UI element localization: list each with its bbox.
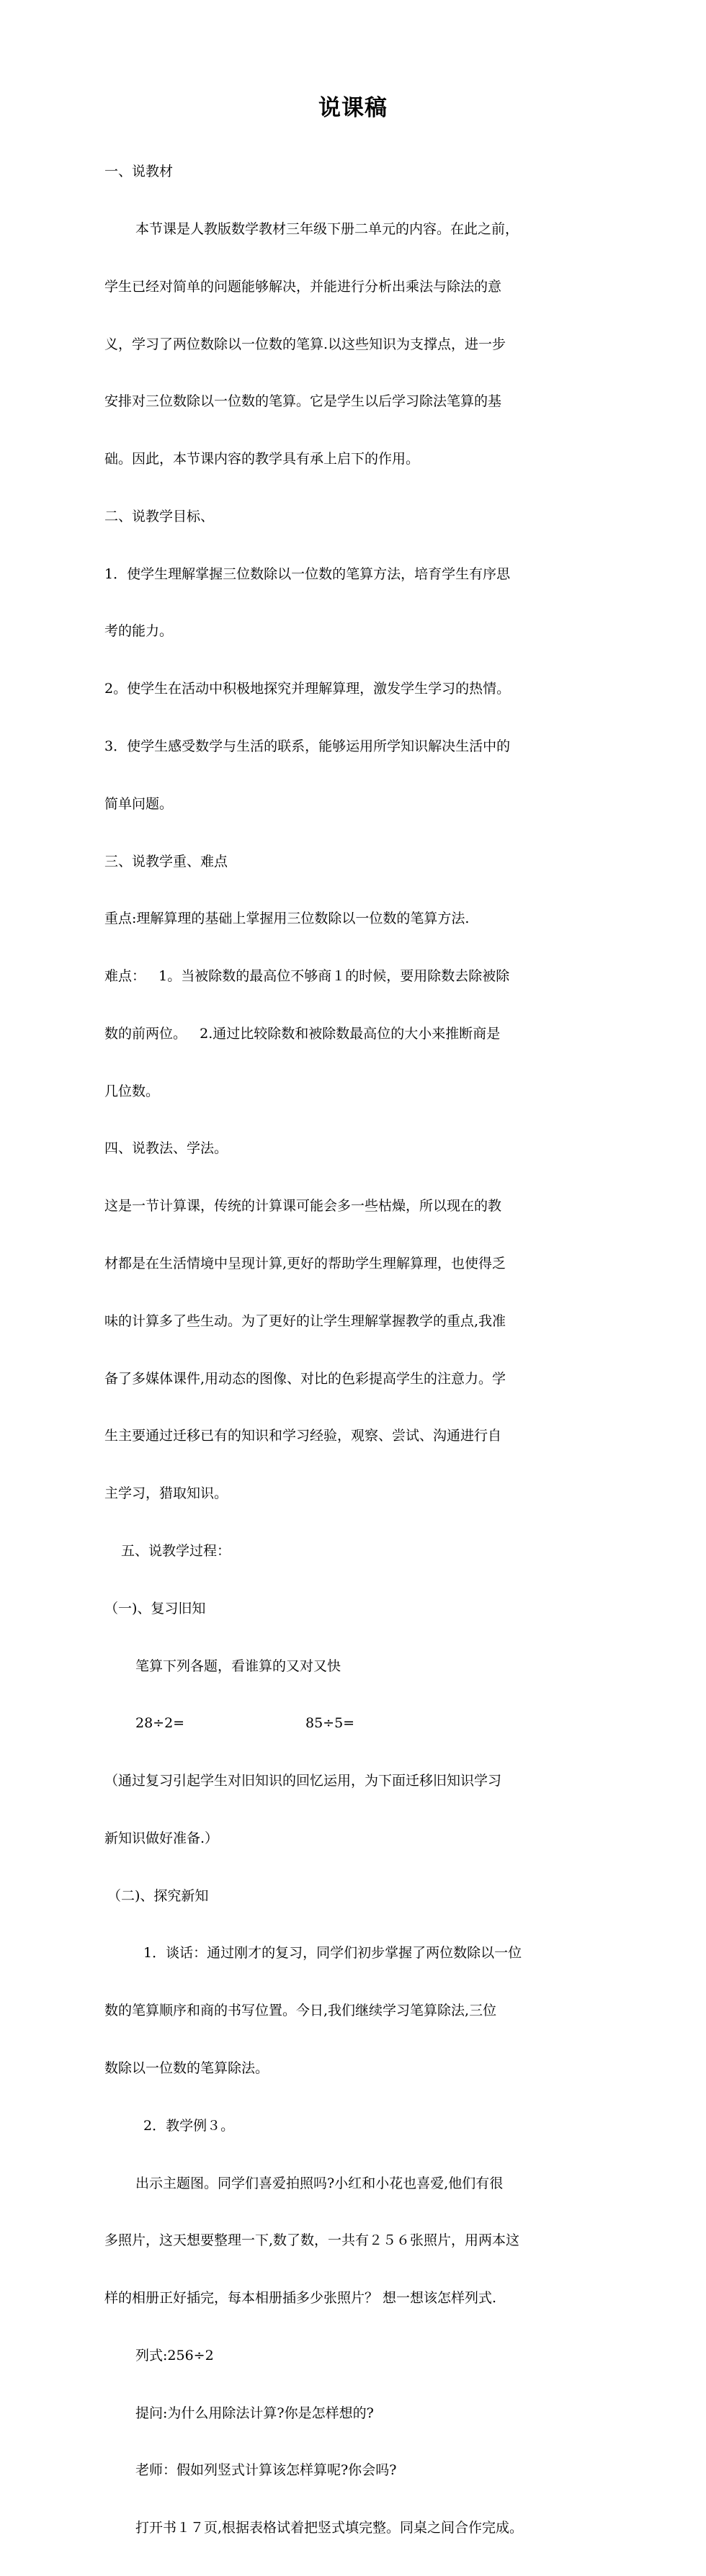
paragraph-line: 考的能力。 [104,623,174,640]
paragraph-line: 这是一节计算课，传统的计算课可能会多一些枯燥，所以现在的教 [104,1198,502,1215]
section-heading: 四、说教法、学法。 [104,1140,228,1157]
paragraph-line: 生主要通过迁移已有的知识和学习经验，观察、尝试、沟通进行自 [104,1428,502,1444]
paragraph-line: 几位数。 [104,1083,160,1099]
exercise-row [104,1714,594,1733]
paragraph-line: 2。使学生在活动中积极地探究并理解算理，激发学生学习的热情。 [104,681,511,697]
paragraph-line: 多照片，这天想要整理一下,数了数，一共有２５６张照片，用两本这 [104,2232,520,2249]
paragraph-line: 材都是在生活情境中呈现计算,更好的帮助学生理解算理，也使得乏 [104,1256,506,1272]
paragraph-line: 数的笔算顺序和商的书写位置。今日,我们继续学习笔算除法,三位 [104,2003,497,2019]
paragraph-line: 列式:256÷2 [135,2347,214,2363]
paragraph-line: 义，学习了两位数除以一位数的笔算.以这些知识为支撑点，进一步 [104,336,506,352]
paragraph-line: 安排对三位数除以一位数的笔算。它是学生以后学习除法笔算的基 [104,393,502,410]
section-heading: 三、说教学重、难点 [104,853,228,869]
paragraph-line: 新知识做好准备.） [104,1830,219,1846]
paragraph-line: 3．使学生感受数学与生活的联系，能够运用所学知识解决生活中的 [104,738,511,754]
paragraph-line: 样的相册正好插完，每本相册插多少张照片？ 想一想该怎样列式. [104,2290,497,2307]
paragraph-line: 提问:为什么用除法计算?你是怎样想的? [135,2405,374,2421]
paragraph-line: 1．使学生理解掌握三位数除以一位数的笔算方法，培育学生有序思 [104,565,511,582]
section-heading: 二、说教学目标、 [104,508,215,524]
paragraph-line: 础。因此，本节课内容的教学具有承上启下的作用。 [104,451,420,468]
paragraph-line: 难点： 1。当被除数的最高位不够商１的时候，要用除数去除被除 [104,968,510,985]
paragraph-line: 备了多媒体课件,用动态的图像、对比的色彩提高学生的注意力。学 [104,1370,506,1387]
subsection-heading: （二)、探究新知 [107,1887,209,1904]
paragraph-line: 重点:理解算理的基础上掌握用三位数除以一位数的笔算方法. [104,911,470,927]
paragraph-line: 出示主题图。同学们喜爱拍照吗?小红和小花也喜爱,他们有很 [135,2175,504,2191]
paragraph-line: 打开书１７页,根据表格试着把竖式填完整。同桌之间合作完成。 [135,2520,524,2536]
paragraph-line: 1．谈话：通过刚才的复习，同学们初步掌握了两位数除以一位 [143,1945,522,1962]
paragraph-line: 笔算下列各题，看谁算的又对又快 [135,1658,341,1674]
document-title: 说课稿 [318,95,388,121]
paragraph-line: （通过复习引起学生对旧知识的回忆运用，为下面迁移旧知识学习 [104,1773,502,1789]
paragraph-line: 简单问题。 [104,795,174,812]
section-heading: 五、说教学过程： [121,1542,231,1559]
paragraph-line: 主学习，猎取知识。 [104,1485,228,1502]
exercise-2: 85÷5= [305,1715,355,1732]
document-body [104,124,594,2576]
paragraph-line: 学生已经对简单的问题能够解决，并能进行分析出乘法与除法的意 [104,278,502,295]
paragraph-line: 数的前两位。 2.通过比较除数和被除数最高位的大小来推断商是 [104,1025,501,1042]
subsection-heading: （一)、复习旧知 [104,1600,206,1616]
paragraph-line: 味的计算多了些生动。为了更好的让学生理解掌握教学的重点,我准 [104,1312,506,1329]
paragraph-line: 2．教学例３。 [143,2117,235,2134]
paragraph-line: 数除以一位数的笔算除法。 [104,2060,269,2076]
paragraph-line: 本节课是人教版数学教材三年级下册二单元的内容。在此之前， [135,220,519,237]
section-heading: 一、说教材 [104,164,174,180]
exercise-1: 28÷2= [135,1715,185,1732]
paragraph-line: 老师：假如列竖式计算该怎样算呢?你会吗? [135,2462,397,2479]
